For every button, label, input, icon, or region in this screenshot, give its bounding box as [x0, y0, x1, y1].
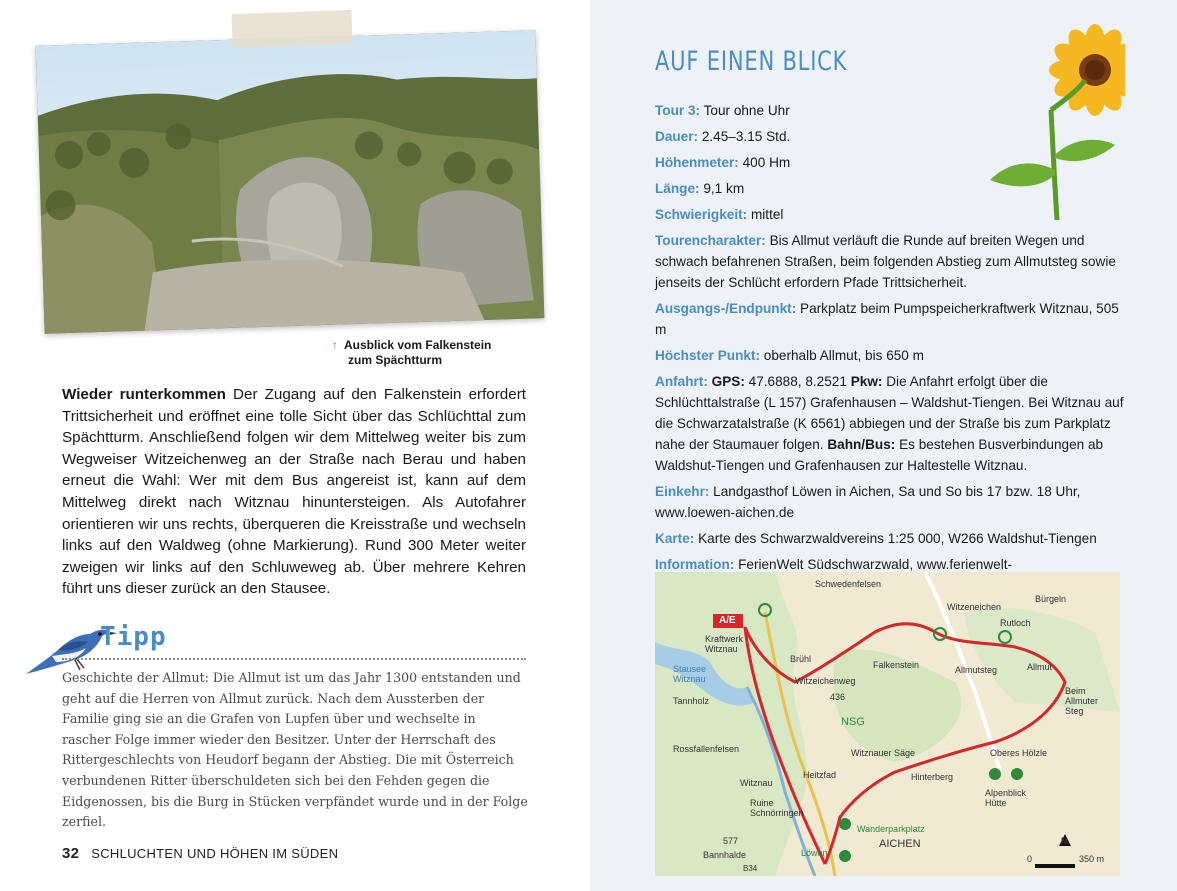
map-label-nsg: NSG: [841, 716, 865, 728]
map-label-tannholz: Tannholz: [673, 696, 710, 706]
map-label-wanderparkplatz: Wanderparkplatz: [857, 824, 925, 834]
map-label-436: 436: [830, 692, 846, 702]
rock-cliff-landscape-image: [36, 30, 545, 334]
map-label-allmut: Allmut: [1027, 662, 1053, 672]
map-label-ruetloch: Rutloch: [1000, 618, 1031, 628]
map-label-schwedenfelsen: Schwedenfelsen: [815, 579, 882, 589]
info-row-laenge: Länge: 9,1 km: [655, 181, 745, 196]
route-map: [655, 572, 1120, 876]
map-label-heitzfad: Heitzfad: [803, 770, 837, 780]
info-row-hoechster-punkt: Höchster Punkt: oberhalb Allmut, bis 650 m: [655, 348, 924, 363]
map-label-b34: B34: [743, 864, 758, 873]
map-label-witzeichenweg: Witzeichenweg: [795, 676, 856, 686]
map-label-witznauer-saege: Witznauer Säge: [851, 748, 916, 758]
map-label-oberes-hoelzle: Oberes Hölzle: [990, 748, 1048, 758]
tipp-divider: [62, 658, 526, 660]
map-scale-zero: 0: [1027, 854, 1033, 864]
map-label-hinterberg: Hinterberg: [911, 772, 954, 782]
info-row-information: Information: FerienWelt Südschwarzwald, www.ferienwelt-: [655, 557, 1013, 572]
tipp-text: Geschichte der Allmut: Die Allmut ist um das Jahr 1300 entstanden und geht auf die Herren von Allmut zurück. Nach dem Aussterben der Familie ging sie an die Grafen von Lupfen über und wechselte in rascher Folge immer wieder den Besitzer. Unter der Herrschaft des Rittergeschlechts von Heudorf begann der Abstieg. Die mit Österreich verbundenen Ritter überschuldeten sich bei den Fehden gegen die Eidgenossen, bis die Burg in Stücken verpfändet wurde und in der Folge zerfiel.: [62, 670, 528, 830]
info-row-tourencharakter: Tourencharakter: Bis Allmut verläuft die Runde auf breiten Wegen und schwach befahrenen Straßen, beim folgenden Abstieg zum Allmutsteg sowie jenseits der Schlücht erfordern Pfade Trittsicherheit.: [655, 233, 1116, 290]
map-label-falkenstein: Falkenstein: [873, 660, 920, 670]
info-row-anfahrt: Anfahrt: GPS: 47.6888, 8.2521 Pkw: Die Anfahrt erfolgt über die Schlüchttalstraße (L 157) Grafenhausen – Waldshut-Tiengen. Bei Witznau auf die Schwarzatalstraße (K 6561) abbiegen und der Straße bis zum Parkplatz nahe der Staumauer folgen. Bahn/Bus: Es bestehen Busverbindungen ab Waldshut-Tiengen und Grafenhausen zur Haltestelle Witznau.: [655, 374, 1124, 473]
info-row-ausgangspunkt: Ausgangs-/Endpunkt: Parkplatz beim Pumpspeicherkraftwerk Witznau, 505 m: [655, 301, 1119, 337]
map-label-rossfallenfelsen: Rossfallenfelsen: [673, 744, 740, 754]
chapter-title: SCHLUCHTEN UND HÖHEN IM SÜDEN: [91, 846, 339, 861]
info-row-dauer: Dauer: 2.45–3.15 Std.: [655, 129, 791, 144]
tipp-title: Tipp: [100, 622, 167, 652]
info-row-einkehr: Einkehr: Landgasthof Löwen in Aichen, Sa und So bis 17 bzw. 18 Uhr, www.loewen-aichen.de: [655, 484, 1081, 520]
map-scale: 350 m: [1079, 854, 1105, 864]
landscape-photo: [36, 30, 545, 334]
info-row-karte: Karte: Karte des Schwarzwaldvereins 1:25 000, W266 Waldshut-Tiengen: [655, 531, 1097, 546]
overview-heading: AUF EINEN BLICK: [655, 46, 848, 77]
map-label-beim-allmuter-steg: Beim Allmuter Steg: [1065, 686, 1099, 716]
info-row-hoehenmeter: Höhenmeter: 400 Hm: [655, 155, 791, 170]
body-text: Der Zugang auf den Falkenstein erfordert Trittsicherheit und eröffnet eine tolle Sicht über das Schlüchttal zum Spächtturm. Anschließend folgen wir dem Mittelweg weiter bis zum Wegweiser Witzeichenweg an der Straße nach Berau und haben erneut die Wahl: Wer mit dem Bus angereist ist, kann auf dem Mittelweg direkt nach Witznau hinuntersteigen. Als Autofahrer orientieren wir uns rechts, überqueren die Kreisstraße und wechseln links auf den Waldweg (ohne Markierung). Rund 300 Meter weiter zweigen wir links auf den Schluweweg ab. Über mehrere Kehren führt uns dieser zurück an den Stausee.: [62, 386, 526, 598]
map-label-bannhalde: Bannhalde: [703, 850, 747, 860]
photo-caption: ↑ Ausblick vom Falkenstein zum Spächtturm: [332, 338, 492, 367]
map-label-loewen: Löwen: [801, 848, 828, 858]
info-row-tour: Tour 3: Tour ohne Uhr: [655, 103, 790, 118]
map-label-buergeln: Bürgeln: [1035, 594, 1067, 604]
map-label-577: 577: [723, 836, 739, 846]
page-footer: [62, 845, 338, 862]
map-label-alpenblick: Alpenblick Hütte: [985, 788, 1027, 808]
map-label-ruine: Ruine Schnörringen: [750, 798, 804, 818]
body-paragraph: [62, 384, 526, 600]
map-label-bruehl: Brühl: [790, 654, 812, 664]
info-row-schwierigkeit: Schwierigkeit: mittel: [655, 207, 784, 222]
tape-strip: [231, 10, 352, 48]
map-label-stausee: Stausee Witznau: [673, 664, 707, 684]
map-label-kraftwerk: Kraftwerk Witznau: [705, 634, 744, 654]
map-label-allmutsteg: Allmutsteg: [955, 665, 998, 675]
map-label-aichen: AICHEN: [879, 838, 921, 850]
map-label-witzeneichen: Witzeneichen: [947, 602, 1002, 612]
arrow-up-icon: ↑: [332, 338, 338, 352]
tour-info: [655, 100, 1125, 601]
body-heading: Wieder runterkommen: [62, 386, 226, 403]
map-label-start: A/E: [719, 615, 736, 626]
north-arrow-icon: N: [1061, 836, 1068, 846]
page-number: 32: [62, 845, 80, 862]
map-label-witznau: Witznau: [740, 778, 773, 788]
